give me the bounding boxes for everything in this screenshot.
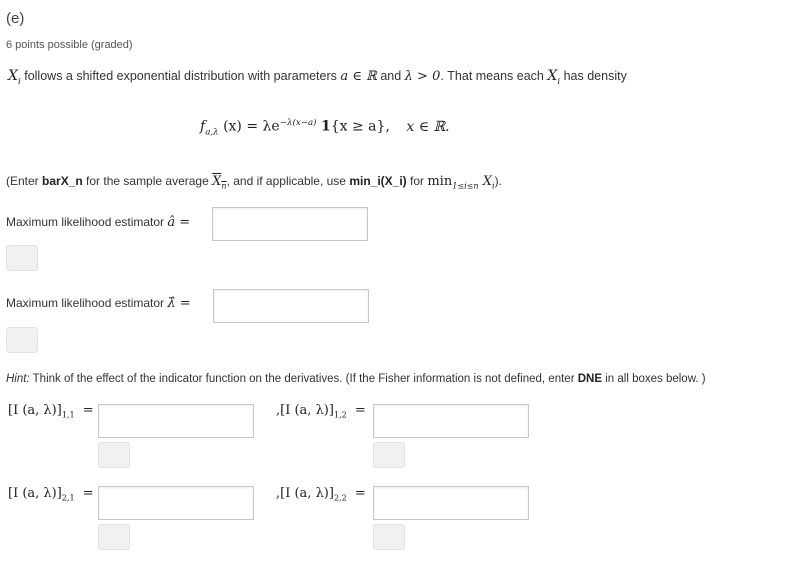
mle-a-label: Maximum likelihood estimator â = (6, 215, 191, 230)
fisher-12-input[interactable] (373, 404, 529, 438)
description-line (8, 68, 627, 87)
points-possible: 6 points possible (graded) (6, 39, 133, 51)
var-x: $X_i$ (8, 68, 21, 87)
mle-lambda-label: Maximum likelihood estimator λ̂ = (6, 296, 191, 311)
min-code: min_i(X_i) (349, 174, 407, 188)
param-a: a ∈ ℝ (340, 69, 377, 84)
fisher-12-status-indicator (373, 442, 405, 468)
instructions: (Enter barX_n for the sample average $X_n$, and if applicable, use min_i(X_i) for $\min_{1\le i\le n} X_i$). (6, 174, 502, 191)
fisher-21-input[interactable] (98, 486, 254, 520)
hint-text: Hint: Think of the effect of the indicator function on the derivatives. (If the Fisher information is not defined, enter DNE in all boxes below. ) (6, 373, 706, 385)
barx-code: barX_n (42, 174, 83, 188)
desc-text1: follows a shifted exponential distribution with parameters (24, 69, 337, 83)
param-lambda: λ > 0 (404, 69, 441, 84)
fisher-12-label: ,[I (a, $\lambda)]_{1,2}$ = (276, 403, 366, 420)
mle-lambda-status-indicator (6, 327, 38, 353)
mle-a-status-indicator (6, 245, 38, 271)
desc-and: and (380, 69, 402, 83)
fisher-11-input[interactable] (98, 404, 254, 438)
fisher-21-status-indicator (98, 524, 130, 550)
fisher-21-label: [I (a, $\lambda)]_{2,1}$ = (8, 486, 94, 503)
fisher-22-input[interactable] (373, 486, 529, 520)
var-x-2: $X_i$ (547, 68, 561, 87)
fisher-22-label: ,[I (a, $\lambda)]_{2,2}$ = (276, 486, 366, 503)
problem-label: (e) (6, 10, 25, 27)
fisher-22-status-indicator (373, 524, 405, 550)
desc-text2: . That means each (440, 69, 544, 83)
fisher-11-label: [I (a, $\lambda)]_{1,1}$ = (8, 403, 94, 420)
desc-text3: has density (563, 69, 627, 83)
density-formula: $f_{a,\lambda}$ $(x) = \lambda e^{-\lambda(x-a)}$ 1{x ≥ a}, x ∈ ℝ. (200, 118, 450, 138)
mle-a-input[interactable] (212, 207, 368, 241)
min-expression: $\min_{1\le i\le n} X_i$ (427, 174, 495, 191)
sample-average-symbol: $X_n$ (212, 174, 227, 191)
mle-lambda-input[interactable] (213, 289, 369, 323)
fisher-11-status-indicator (98, 442, 130, 468)
